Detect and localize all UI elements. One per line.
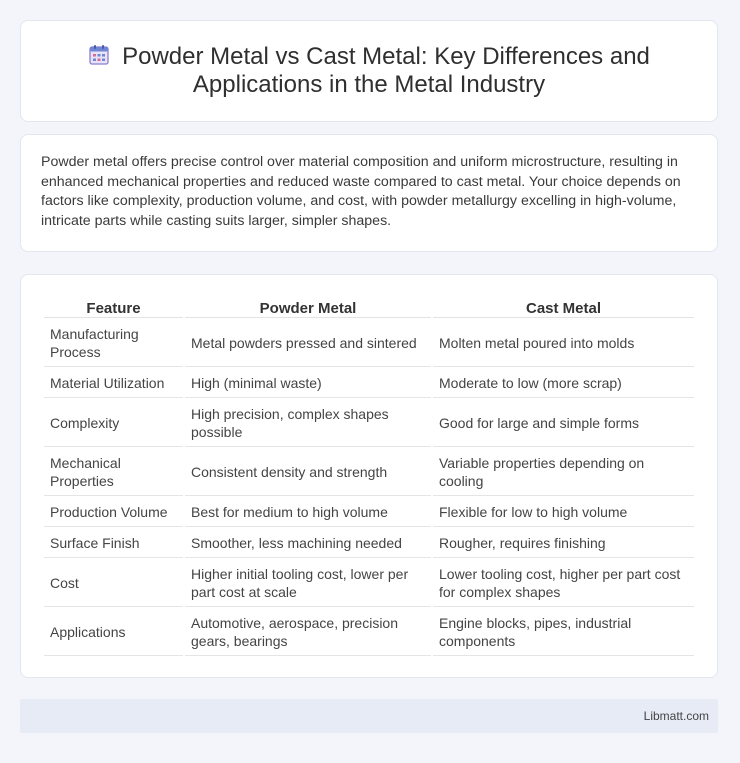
- table-row: [44, 529, 694, 558]
- powder-metal-cell: High precision, complex shapes possible: [185, 400, 431, 447]
- cast-metal-cell: Variable properties depending on cooling: [433, 449, 694, 496]
- powder-metal-cell: Consistent density and strength: [185, 449, 431, 496]
- table-row: [44, 449, 694, 496]
- comparison-table-card: [20, 274, 718, 678]
- feature-cell: Material Utilization: [44, 369, 183, 398]
- table-header-row: [44, 297, 694, 318]
- feature-cell: Surface Finish: [44, 529, 183, 558]
- table-row: [44, 369, 694, 398]
- powder-metal-cell: Smoother, less machining needed: [185, 529, 431, 558]
- feature-cell: Applications: [44, 609, 183, 656]
- powder-metal-cell: Higher initial tooling cost, lower per part cost at scale: [185, 560, 431, 607]
- powder-metal-cell: High (minimal waste): [185, 369, 431, 398]
- header-feature: Feature: [44, 297, 183, 318]
- powder-metal-cell: Metal powders pressed and sintered: [185, 320, 431, 367]
- cast-metal-cell: Rougher, requires finishing: [433, 529, 694, 558]
- header-powder-metal: Powder Metal: [185, 297, 431, 318]
- powder-metal-cell: Best for medium to high volume: [185, 498, 431, 527]
- cast-metal-cell: Engine blocks, pipes, industrial components: [433, 609, 694, 656]
- cast-metal-cell: Moderate to low (more scrap): [433, 369, 694, 398]
- cast-metal-cell: Lower tooling cost, higher per part cost for complex shapes: [433, 560, 694, 607]
- feature-cell: Production Volume: [44, 498, 183, 527]
- cast-metal-cell: Good for large and simple forms: [433, 400, 694, 447]
- intro-text: Powder metal offers precise control over material composition and uniform microstructure, resulting in enhanced mechanical properties and reduced waste compared to cast metal. Your choice depends on factors like complexity, production volume, and cost, with powder metallurgy excelling in high-volume, intricate parts while casting suits larger, simpler shapes.: [41, 154, 681, 229]
- table-row: [44, 320, 694, 367]
- page-title-text: Powder Metal vs Cast Metal: Key Differences and Applications in the Metal Industry: [122, 43, 650, 98]
- calendar-icon: [88, 44, 110, 66]
- table-row: [44, 560, 694, 607]
- feature-cell: Complexity: [44, 400, 183, 447]
- feature-cell: Mechanical Properties: [44, 449, 183, 496]
- powder-metal-cell: Automotive, aerospace, precision gears, bearings: [185, 609, 431, 656]
- header-cast-metal: Cast Metal: [433, 297, 694, 318]
- feature-cell: Cost: [44, 560, 183, 607]
- cast-metal-cell: Molten metal poured into molds: [433, 320, 694, 367]
- page-title: [59, 43, 679, 99]
- table-row: [44, 400, 694, 447]
- cast-metal-cell: Flexible for low to high volume: [433, 498, 694, 527]
- comparison-table: [42, 295, 696, 658]
- footer: [20, 699, 718, 733]
- table-row: [44, 609, 694, 656]
- table-row: [44, 498, 694, 527]
- footer-brand[interactable]: Libmatt.com: [643, 709, 709, 723]
- header-card: [20, 20, 718, 122]
- feature-cell: Manufacturing Process: [44, 320, 183, 367]
- intro-card: [20, 134, 718, 252]
